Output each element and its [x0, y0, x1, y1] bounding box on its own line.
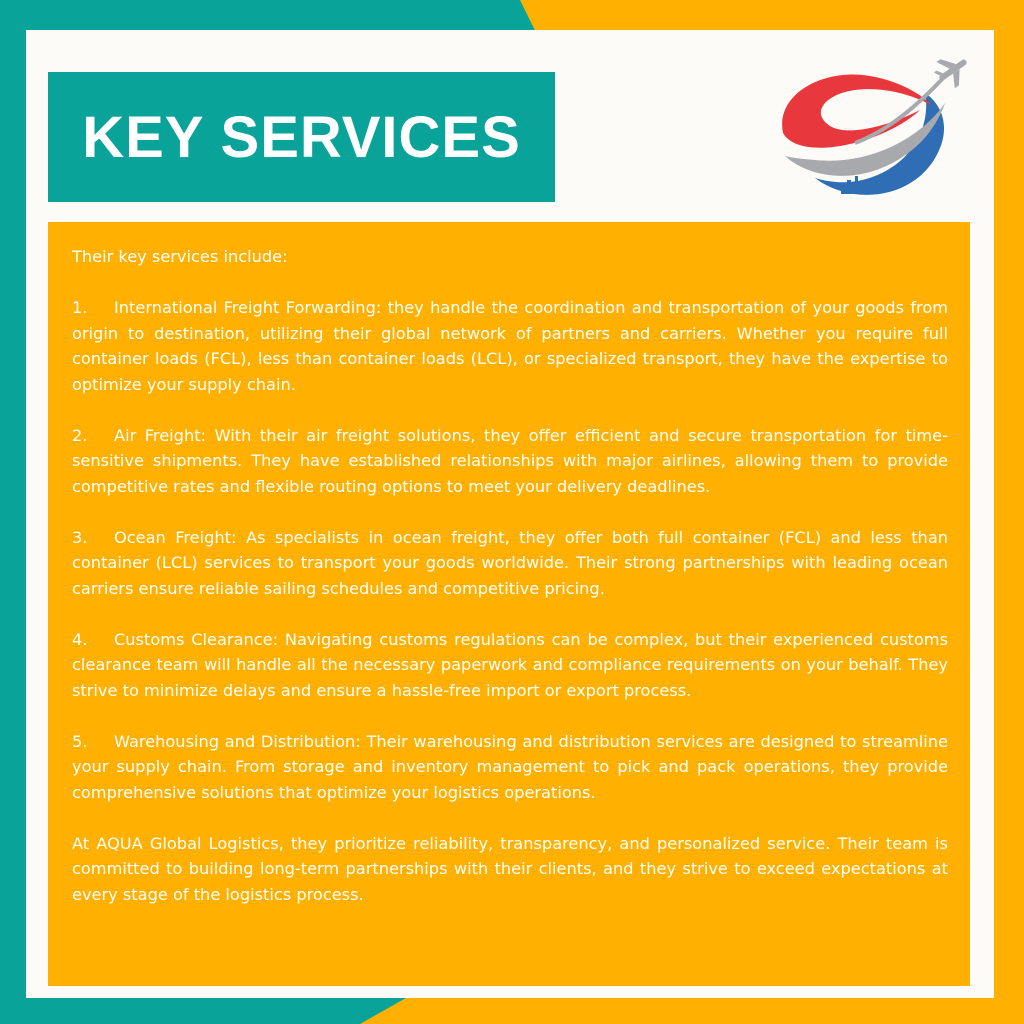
services-content — [48, 222, 970, 986]
airplane-logo-icon — [755, 48, 970, 213]
service-item-warehousing — [72, 729, 948, 806]
page-title: KEY SERVICES — [82, 104, 521, 170]
service-text: Air Freight: With their air freight solutions, they offer efficient and secure transportation for time-sensitive shipments. They have established relationships with major airlines, allowing them to provide competitive rates and flexible routing options to meet your delivery deadlines. — [72, 425, 948, 496]
service-text: International Freight Forwarding: they handle the coordination and transportation of your goods from origin to destination, utilizing their global network of partners and carriers. Whether you require full container loads (FCL), less than container loads (LCL), or specialized transport, they have the expertise to optimize your supply chain. — [72, 298, 948, 394]
service-text: Ocean Freight: As specialists in ocean freight, they offer both full container (FCL) and less than container (LCL) services to transport your goods worldwide. Their strong partnerships with leading ocean carriers ensure reliable sailing schedules and competitive pricing. — [72, 527, 948, 598]
service-item-air-freight — [72, 423, 948, 500]
service-number: 2. — [72, 425, 88, 445]
closing-text: At AQUA Global Logistics, they prioritize reliability, transparency, and personalized service. Their team is committed to building long-term partnerships with their clients, and they strive to exceed expectations at every stage of the logistics process. — [72, 833, 948, 904]
service-item-freight-forwarding — [72, 295, 948, 397]
service-text: Customs Clearance: Navigating customs regulations can be complex, but their experienced customs clearance team will handle all the necessary paperwork and compliance requirements on your behalf. They strive to minimize delays and ensure a hassle-free import or export process. — [72, 629, 948, 700]
title-banner — [48, 72, 555, 202]
company-logo — [755, 48, 970, 213]
service-number: 4. — [72, 629, 88, 649]
service-text: Warehousing and Distribution: Their warehousing and distribution services are designed to streamline your supply chain. From storage and inventory management to pick and pack operations, they provide comprehensive solutions that optimize your logistics operations. — [72, 731, 948, 802]
service-item-customs-clearance — [72, 627, 948, 704]
service-number: 1. — [72, 298, 88, 317]
service-number: 3. — [72, 527, 88, 547]
intro-text: Their key services include: — [72, 247, 288, 266]
service-number: 5. — [72, 731, 88, 751]
service-item-ocean-freight — [72, 525, 948, 602]
